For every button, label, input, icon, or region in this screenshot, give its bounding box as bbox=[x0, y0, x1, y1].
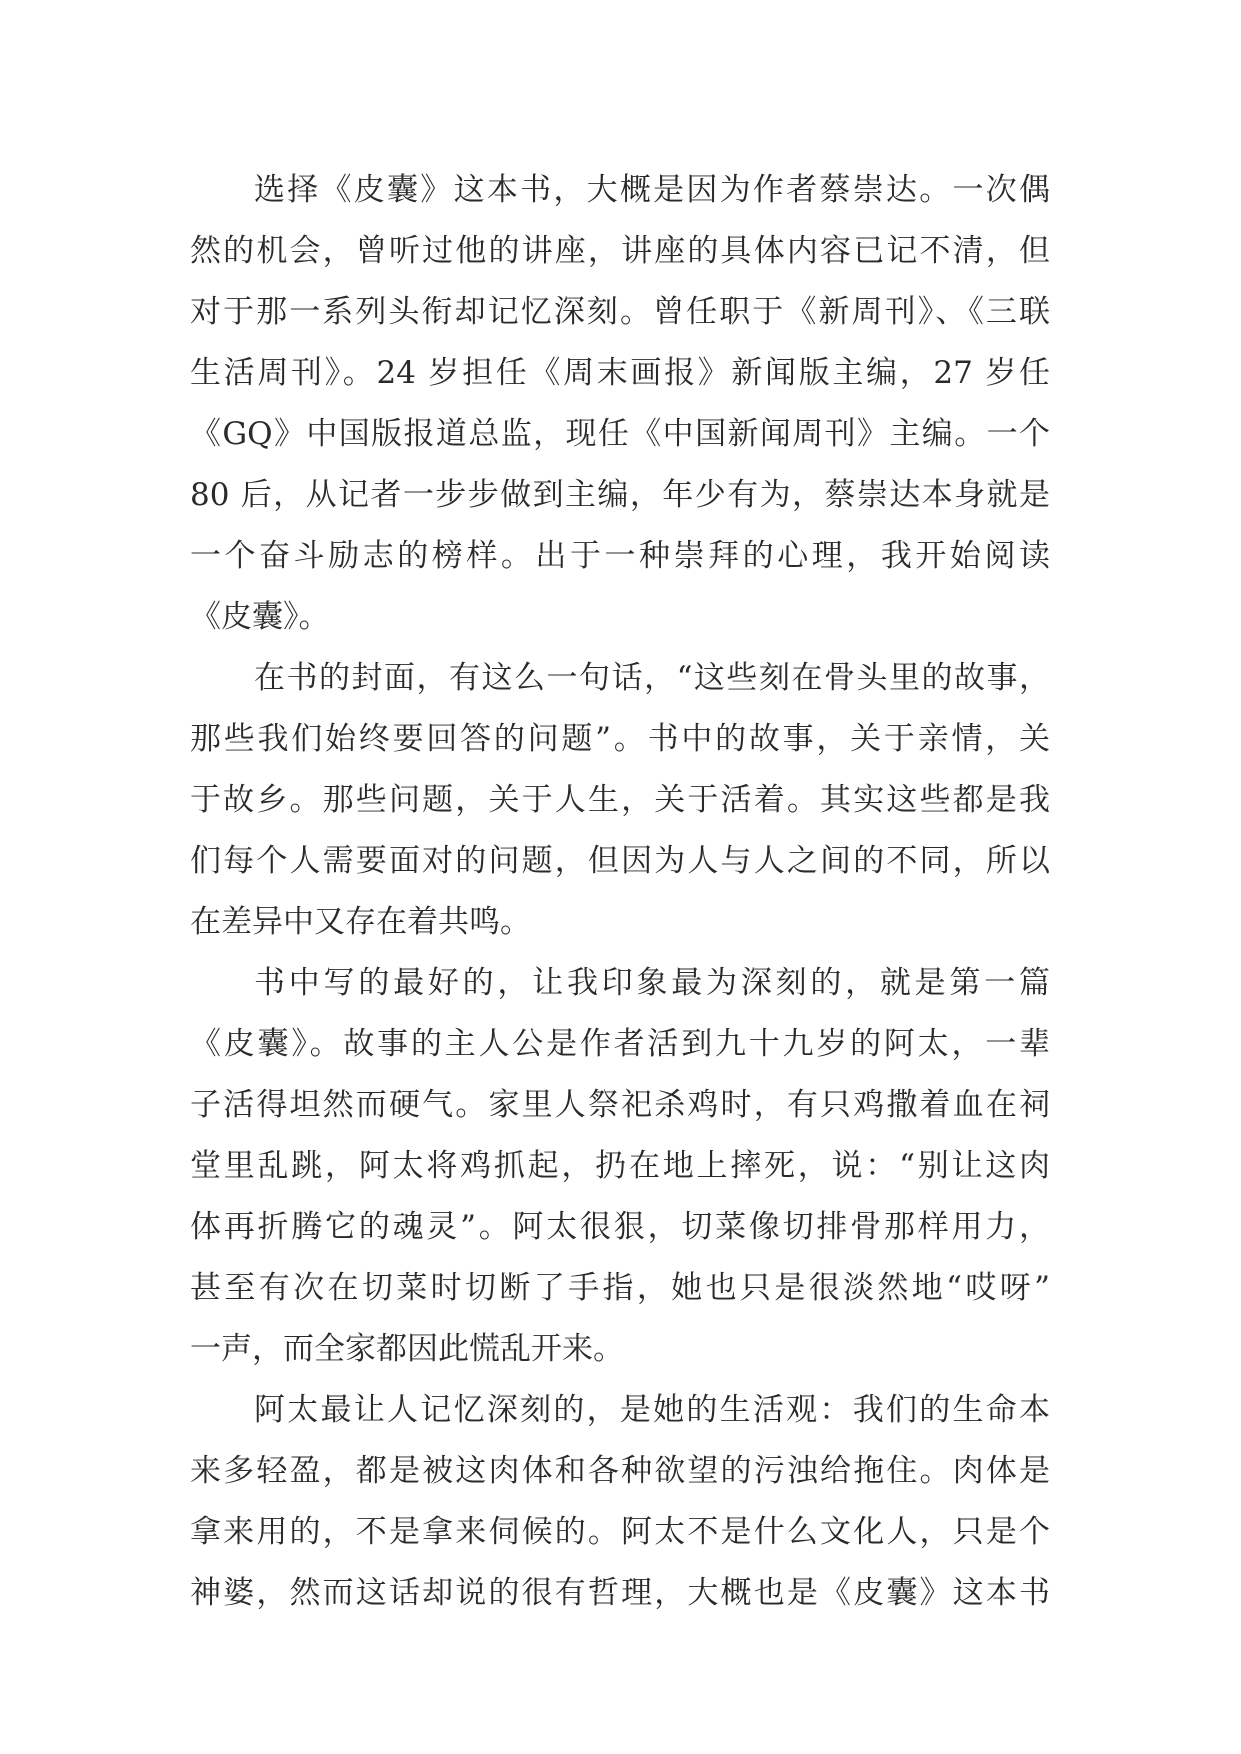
text-line: 于故乡。那些问题，关于人生，关于活着。其实这些都是我 bbox=[190, 782, 1050, 818]
text-line: 拿来用的，不是拿来伺候的。阿太不是什么文化人，只是个 bbox=[190, 1514, 1050, 1550]
text-line: 在差异中又存在着共鸣。 bbox=[190, 904, 531, 940]
paragraph-3 bbox=[190, 953, 1050, 1380]
text-line: 来多轻盈，都是被这肉体和各种欲望的污浊给拖住。肉体是 bbox=[190, 1453, 1050, 1489]
text-line: 生活周刊》。24 岁担任《周末画报》新闻版主编，27 岁任 bbox=[190, 355, 1050, 391]
text-line: 书中写的最好的，让我印象最为深刻的，就是第一篇 bbox=[254, 965, 1050, 1001]
text-line: 《皮囊》。故事的主人公是作者活到九十九岁的阿太，一辈 bbox=[190, 1026, 1050, 1062]
text-line: 《皮囊》。 bbox=[190, 599, 330, 635]
text-line: 体再折腾它的魂灵”。阿太很狠，切菜像切排骨那样用力， bbox=[190, 1209, 1050, 1245]
text-line: 堂里乱跳，阿太将鸡抓起，扔在地上摔死，说：“别让这肉 bbox=[190, 1148, 1050, 1184]
text-line: 《GQ》中国版报道总监，现任《中国新闻周刊》主编。一个 bbox=[190, 416, 1050, 452]
paragraph-2 bbox=[190, 648, 1050, 953]
text-line: 一个奋斗励志的榜样。出于一种崇拜的心理，我开始阅读 bbox=[190, 538, 1050, 574]
text-line: 一声，而全家都因此慌乱开来。 bbox=[190, 1331, 624, 1367]
text-line: 然的机会，曾听过他的讲座，讲座的具体内容已记不清，但 bbox=[190, 233, 1050, 269]
paragraph-1 bbox=[190, 160, 1050, 648]
text-line: 80 后，从记者一步步做到主编，年少有为，蔡崇达本身就是 bbox=[190, 477, 1050, 513]
paragraph-4 bbox=[190, 1380, 1050, 1624]
text-line: 甚至有次在切菜时切断了手指，她也只是很淡然地“哎呀” bbox=[190, 1270, 1050, 1306]
text-line: 在书的封面，有这么一句话，“这些刻在骨头里的故事， bbox=[254, 660, 1050, 696]
text-line: 选择《皮囊》这本书，大概是因为作者蔡崇达。一次偶 bbox=[254, 172, 1050, 208]
body-text bbox=[190, 160, 1050, 1624]
text-line: 那些我们始终要回答的问题”。书中的故事，关于亲情，关 bbox=[190, 721, 1050, 757]
text-line: 阿太最让人记忆深刻的，是她的生活观：我们的生命本 bbox=[254, 1392, 1050, 1428]
text-line: 子活得坦然而硬气。家里人祭祀杀鸡时，有只鸡撒着血在祠 bbox=[190, 1087, 1050, 1123]
text-line: 对于那一系列头衔却记忆深刻。曾任职于《新周刊》、《三联 bbox=[190, 294, 1050, 330]
text-line: 们每个人需要面对的问题，但因为人与人之间的不同，所以 bbox=[190, 843, 1050, 879]
text-line: 神婆，然而这话却说的很有哲理，大概也是《皮囊》这本书 bbox=[190, 1575, 1050, 1611]
